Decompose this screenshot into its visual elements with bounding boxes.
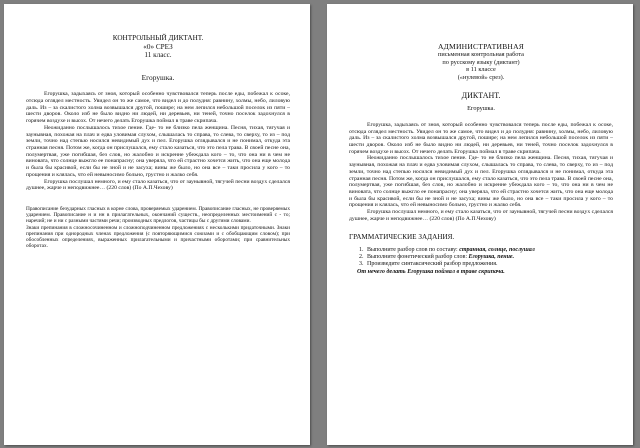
grammar-tasks-heading: ГРАММАТИЧЕСКИЕ ЗАДАНИЯ. — [349, 232, 455, 241]
syntax-sentence: От нечего делать Егорушка поймал в траве скрипача. — [357, 268, 505, 275]
grammar-task-text: Выполните фонетический разбор слов: — [367, 253, 469, 260]
grammar-task — [365, 261, 613, 268]
page1-header-line: «0» СРЕЗ — [143, 42, 173, 51]
page2-header-title: АДМИНИСТРАТИВНАЯ — [437, 42, 525, 51]
grammar-task-words: Егорушка, пение. — [468, 253, 515, 260]
document-page-1 — [4, 4, 310, 445]
page1-paragraph: Егорушка послушал немного, и ему стало казаться, что от заунывной, тягучей песни воздух сделался душнее, жарче и неподвижнее… (220 слов) (По А.П.Чехову) — [26, 178, 290, 192]
page2-header-line: по русскому языку (диктант) — [442, 58, 520, 66]
grammar-task-text: Выполните разбор слов по составу: — [367, 246, 460, 253]
page1-dictation-title: Егорушка. — [141, 72, 175, 82]
grammar-task-words: странная, солнце, послушал — [459, 246, 535, 253]
grammar-tasks-list — [349, 247, 613, 269]
page1-spelling-note: Правописание безударных гласных в корне слова, проверяемых ударением. Правописание гласных, не проверяемых ударением. Правописание н и нн в прилагательных, окончаний существ., неопределенных местоимений с - то; наречий; не и ни с разными частями речи; производных предлогов, частицы бы с другими словами. — [26, 205, 290, 225]
page1-header-line: КОНТРОЛЬНЫЙ ДИКТАНТ. — [112, 34, 204, 42]
page2-dictation-title: Егорушка. — [467, 105, 495, 113]
page1-header — [26, 34, 290, 60]
page2-header-line: письменная контрольная работа — [438, 51, 524, 58]
page2-paragraph: Егорушка послушал немного, и ему стало казаться, что от заунывной, тягучей песни воздух сделался душнее, жарче и неподвижнее… (220 слов) (По А.П.Чехову) — [349, 209, 613, 222]
page1-punctuation-note: Знаки препинания в сложносочиненном и сложноподчиненном предложениях с несколькими придаточными. Знаки препинания при однородных членах предложения (с повторяющимися союзами и с обобщающим словом); при обособленных определениях, выраженных прилагательными и причастными оборотами; при сравнительных оборотах. — [26, 224, 290, 250]
grammar-task — [365, 247, 613, 254]
page2-header-line: в 11 классе — [466, 66, 496, 74]
page1-header-line: 11 класс. — [144, 51, 172, 60]
document-page-2 — [327, 4, 633, 445]
page2-paragraph: Егорушка, задыхаясь от зноя, который особенно чувствовался теперь после еды, побежал к осоке, отсюда оглядел местность. Увидел он то же самое, что видел и до полудня: равнину, холмы, небо, лиловую даль. Из – за скалистого холма возвышался другой, пошире; на нем лепился небольшой поселок из пяти – шести дворов. Около изб не было видно ни людей, ни деревьев, ни теней, точно поселок задохнулся в горячем воздухе и высох. От нечего делать Егорушка поймал в траве скрипача. — [349, 121, 613, 155]
grammar-task-text: Произведите синтаксический разбор предложения. — [367, 261, 498, 268]
page2-header — [349, 42, 613, 81]
page1-paragraph: Неожиданно послышалось тихое пение. Где- то не близко пела женщина. Песня, тихая, тягучая и заунывная, похожая на плач и едва уловимая слухом, слышалась то справа, то слева, то сверху, то из – под земли, точно над степью носился невидимый дух и пел. Егорушка оглядывался и не понимал, откуда эта странная песня. Потом же, когда он прислушался, ему стало казаться, что это пела трава. В своей песне она, полумертвая, уже погибшая, без слов, но жалобно и искренне убеждала кого – то, что она ни в чем не виновата, что солнце выжгло ее понапрасну; она уверяла, что ей страстно хочется жить, что она еще молода и была бы красивой, если бы не зной и не засуха; вины же было, но она все – таки просила у кого – то прощения и клялась, что ей невыносимо больно, грустно и жалко себя. — [26, 124, 290, 178]
page2-dictation-heading: ДИКТАНТ. — [461, 91, 501, 101]
page2-header-line: («нулевой» срез). — [457, 73, 505, 81]
page2-paragraph: Неожиданно послышалось тихое пение. Где- то не близко пела женщина. Песня, тихая, тягучая и заунывная, похожая на плач и едва уловимая слухом, слышалась то справа, то слева, то сверху, то из – под земли, точно над степью носился невидимый дух и пел. Егорушка оглядывался и не понимал, откуда эта странная песня. Потом же, когда он прислушался, ему стало казаться, что это пела трава. В своей песне она, полумертвая, уже погибшая, без слов, но жалобно и искренне убеждала кого – то, что она ни в чем не виновата, что солнце выжгло ее понапрасну; она уверяла, что ей страстно хочется жить, что она еще молода и была бы красивой, если бы не зной и не засуха; вины же было, но она все – таки просила у кого – то прощения и клялась, что ей невыносимо больно, грустно и жалко себя. — [349, 155, 613, 209]
page1-paragraph: Егорушка, задыхаясь от зноя, который особенно чувствовался теперь после еды, побежал к осоке, отсюда оглядел местность. Увидел он то же самое, что видел и до полудня: равнину, холмы, небо, лиловую даль. Из – за скалистого холма возвышался другой, пошире; на нем лепился небольшой поселок из пяти – шести дворов. Около изб не было видно ни людей, ни деревьев, ни теней, точно поселок задохнулся в горячем воздухе и высох. От нечего делать Егорушка поймал в траве скрипача. — [26, 91, 290, 125]
